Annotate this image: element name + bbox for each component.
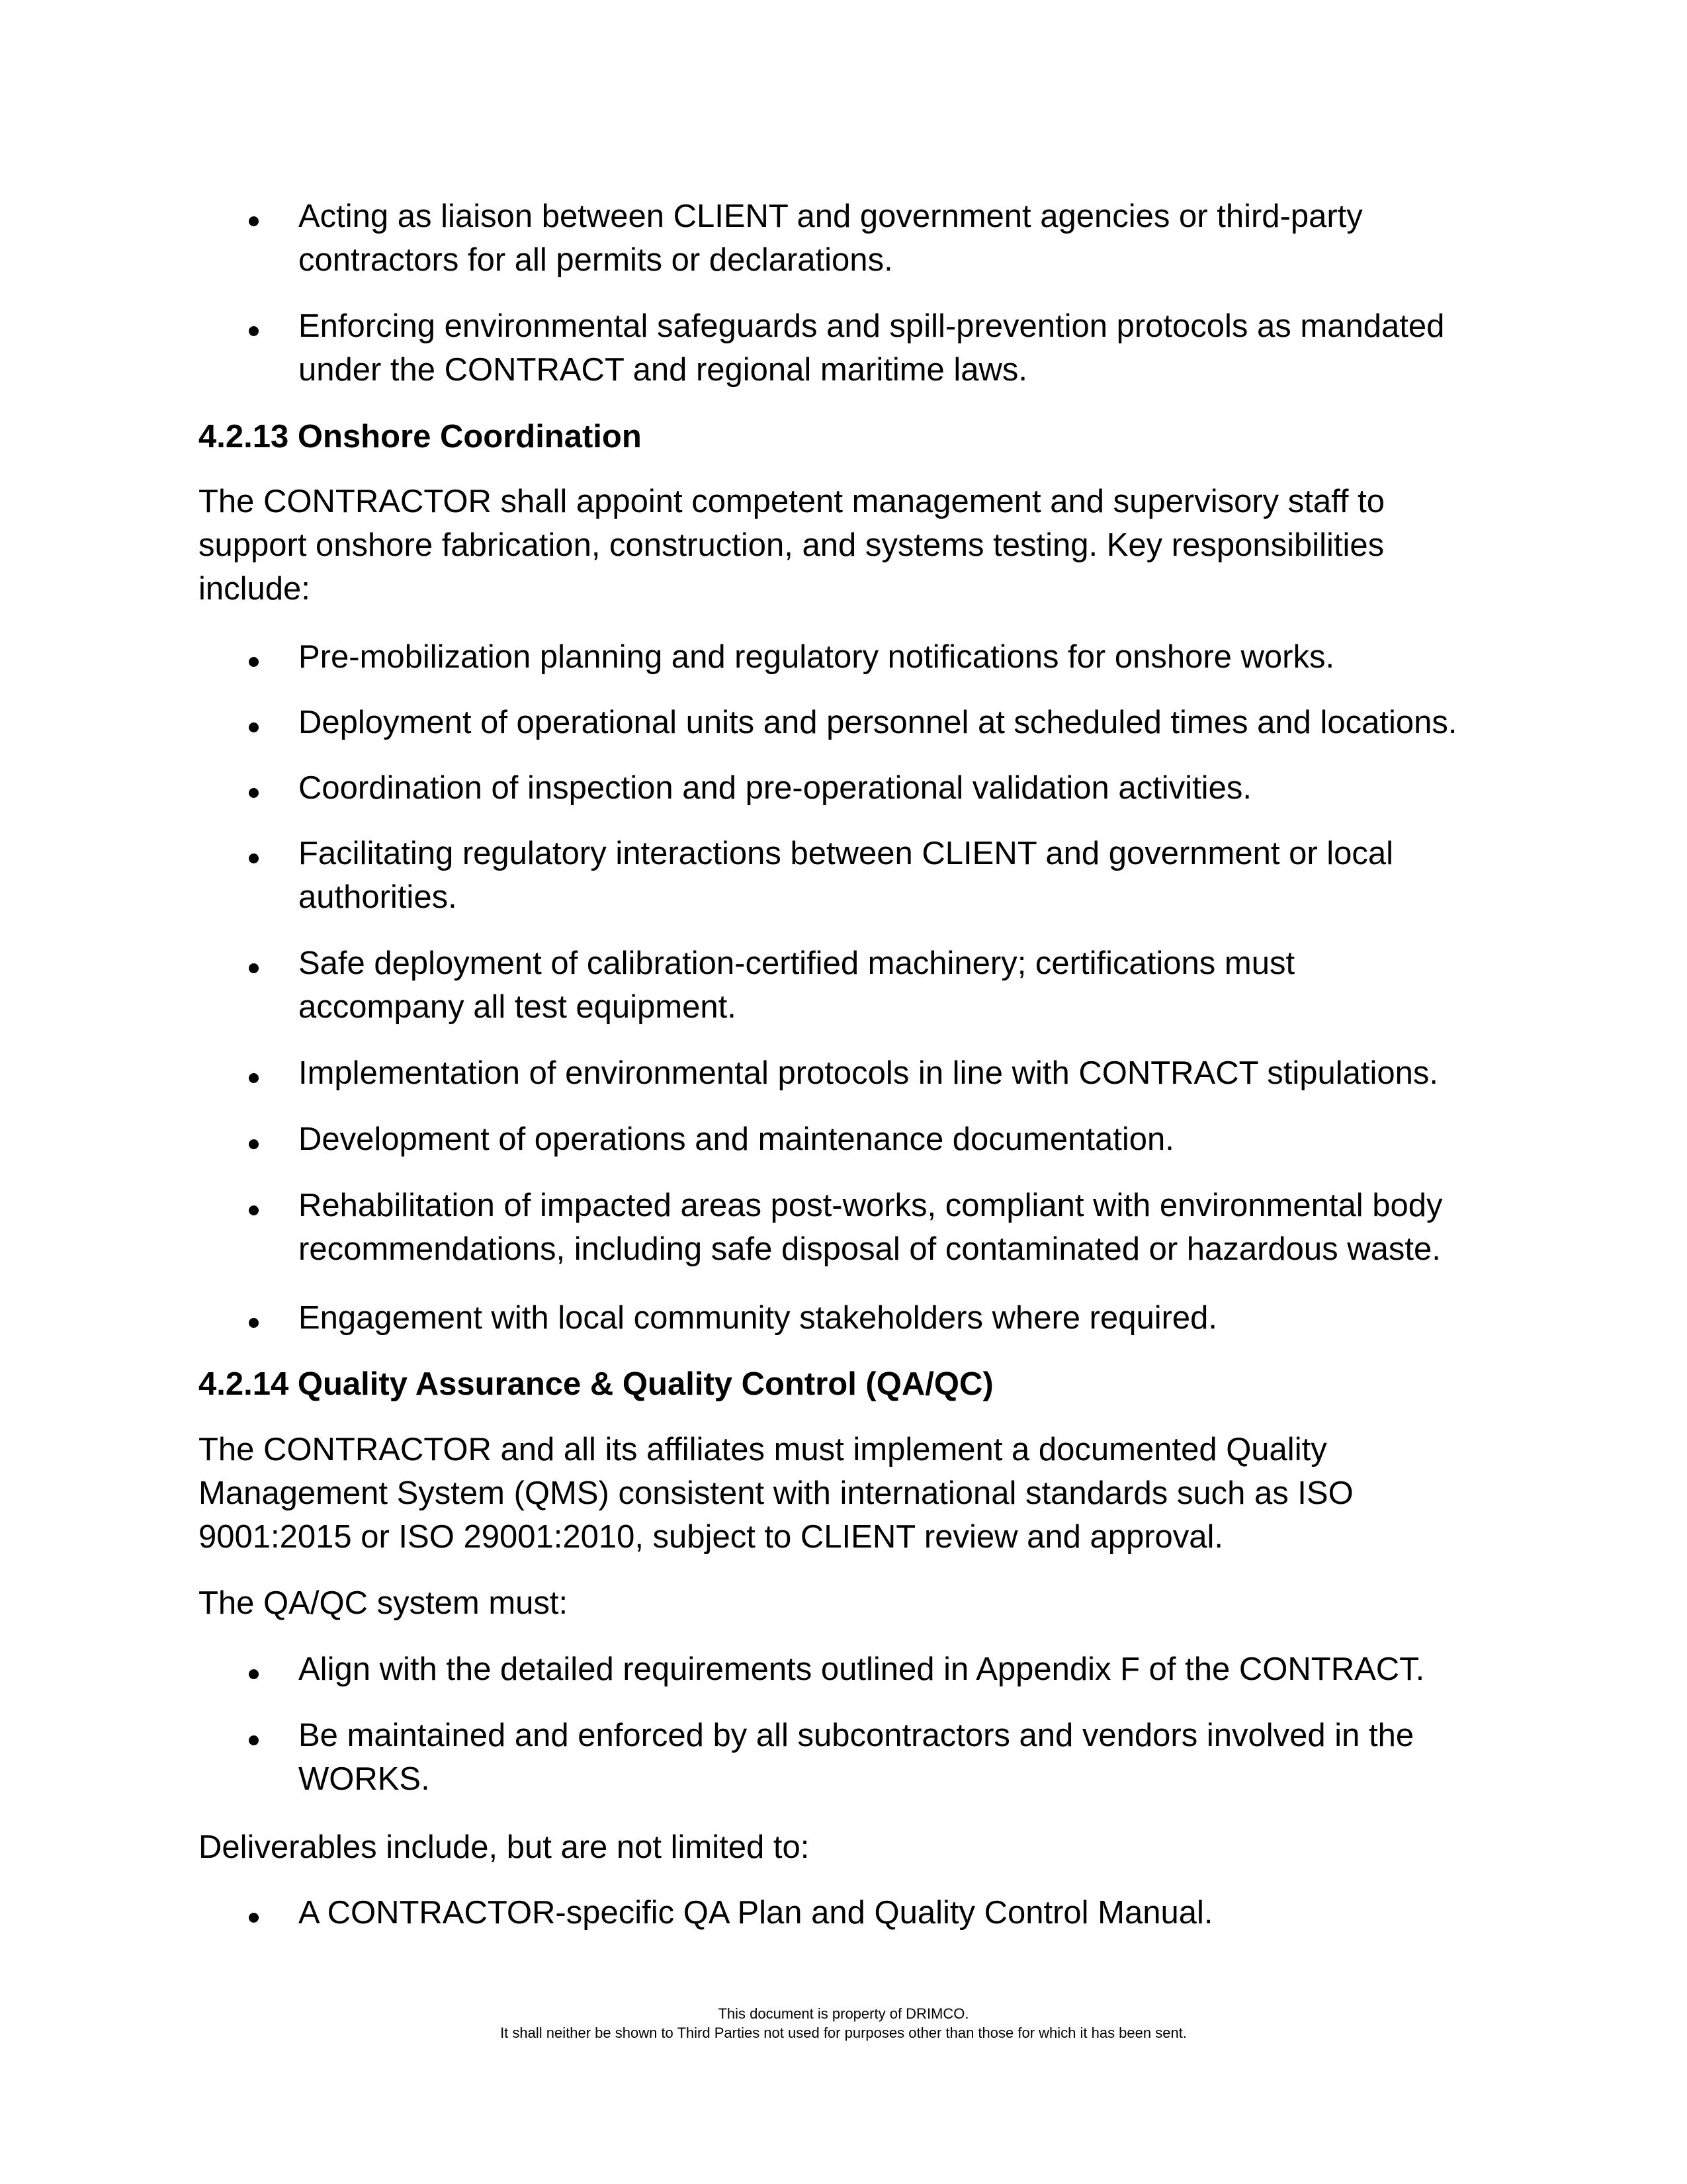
bullet-dot-icon — [249, 722, 259, 732]
bullet-text: WORKS. — [298, 1761, 430, 1797]
bullet-text: Be maintained and enforced by all subcontractors and vendors involved in the — [298, 1718, 1414, 1753]
bullet-dot-icon — [249, 1669, 259, 1679]
paragraph-line: The CONTRACTOR and all its affiliates must implement a documented Quality — [198, 1432, 1327, 1467]
paragraph-line: Deliverables include, but are not limited to: — [198, 1829, 810, 1865]
bullet-text: Safe deployment of calibration-certified machinery; certifications must — [298, 945, 1295, 981]
bullet-dot-icon — [249, 1318, 259, 1328]
footer-property-notice: This document is property of DRIMCO. — [718, 2005, 969, 2022]
bullet-dot-icon — [249, 326, 259, 336]
bullet-text: Deployment of operational units and personnel at scheduled times and locations. — [298, 705, 1457, 740]
bullet-dot-icon — [249, 1735, 259, 1745]
section-heading-4-2-14: 4.2.14 Quality Assurance & Quality Control (QA/QC) — [198, 1366, 994, 1402]
bullet-text: Pre-mobilization planning and regulatory notifications for onshore works. — [298, 639, 1335, 675]
bullet-dot-icon — [249, 216, 259, 226]
section-heading-4-2-13: 4.2.13 Onshore Coordination — [198, 419, 642, 455]
bullet-dot-icon — [249, 853, 259, 863]
bullet-dot-icon — [249, 788, 259, 798]
paragraph-line: include: — [198, 571, 310, 607]
paragraph-line: support onshore fabrication, construction, and systems testing. Key responsibilities — [198, 527, 1385, 563]
bullet-text: authorities. — [298, 879, 457, 915]
bullet-dot-icon — [249, 1205, 259, 1215]
bullet-text: Facilitating regulatory interactions between CLIENT and government or local — [298, 836, 1394, 871]
bullet-text: A CONTRACTOR-specific QA Plan and Quality Control Manual. — [298, 1895, 1213, 1931]
bullet-text: recommendations, including safe disposal of contaminated or hazardous waste. — [298, 1231, 1441, 1267]
bullet-text: Rehabilitation of impacted areas post-works, compliant with environmental body — [298, 1188, 1443, 1223]
paragraph-line: The CONTRACTOR shall appoint competent management and supervisory staff to — [198, 484, 1385, 519]
bullet-text: Coordination of inspection and pre-operational validation activities. — [298, 770, 1252, 806]
bullet-text: Enforcing environmental safeguards and spill-prevention protocols as mandated — [298, 308, 1445, 344]
bullet-dot-icon — [249, 1073, 259, 1083]
bullet-dot-icon — [249, 1139, 259, 1149]
paragraph-line: The QA/QC system must: — [198, 1585, 568, 1621]
bullet-text: accompany all test equipment. — [298, 989, 736, 1025]
bullet-text: Engagement with local community stakeholders where required. — [298, 1300, 1218, 1336]
bullet-dot-icon — [249, 1913, 259, 1923]
paragraph-line: Management System (QMS) consistent with international standards such as ISO — [198, 1475, 1354, 1511]
bullet-text: Acting as liaison between CLIENT and government agencies or third-party — [298, 198, 1363, 234]
bullet-dot-icon — [249, 963, 259, 973]
bullet-text: contractors for all permits or declarations. — [298, 242, 893, 278]
bullet-text: Implementation of environmental protocols in line with CONTRACT stipulations. — [298, 1055, 1439, 1091]
bullet-dot-icon — [249, 657, 259, 667]
bullet-text: Align with the detailed requirements outlined in Appendix F of the CONTRACT. — [298, 1651, 1425, 1687]
bullet-text: under the CONTRACT and regional maritime laws. — [298, 352, 1028, 388]
bullet-text: Development of operations and maintenance documentation. — [298, 1121, 1174, 1157]
footer-confidentiality-notice: It shall neither be shown to Third Parties not used for purposes other than those for which it has been sent. — [500, 2025, 1187, 2041]
paragraph-line: 9001:2015 or ISO 29001:2010, subject to CLIENT review and approval. — [198, 1519, 1224, 1555]
